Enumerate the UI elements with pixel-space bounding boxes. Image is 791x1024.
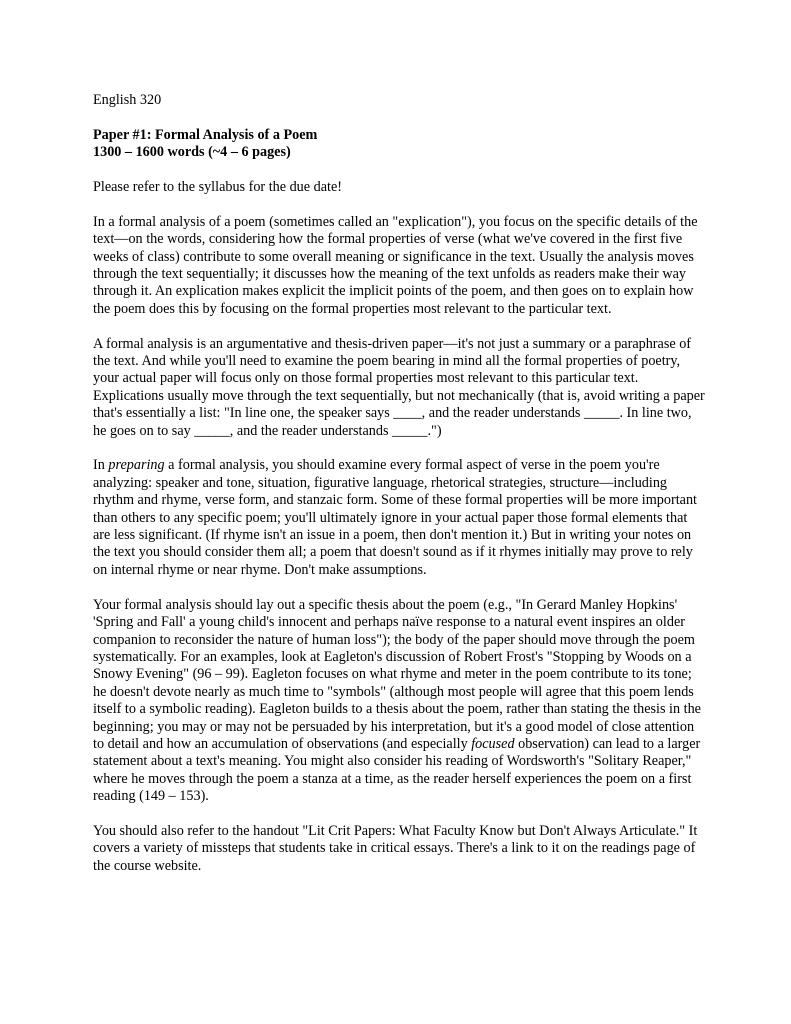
paragraph-preparing-after: a formal analysis, you should examine every formal aspect of verse in the poem you're analyzing: speaker and tone, situation, figurative language, rhetorical strategies, structure—including rhythm and rhyme, verse form, and stanzaic form. Some of these formal properties will be more important than others to any specific poem; you'll ultimately ignore in your actual paper those formal elements that are less significant. (If rhyme isn't an issue in a poem, then don't mention it.) But in writing your notes on the text you should consider them all; a poem that doesn't sound as if it rhymes initially may prove to rely on internal rhyme or near rhyme. Don't make assumptions. [93, 457, 697, 578]
due-date-note: Please refer to the syllabus for the due date! [93, 179, 342, 195]
assignment-heading [93, 127, 705, 162]
emphasis-preparing: preparing [108, 457, 165, 474]
paragraph-handout: You should also refer to the handout "Lit Crit Papers: What Faculty Know but Don't Always Articulate." It covers a variety of missteps that students take in critical essays. There's a link to it on the readings page of the course website. [93, 822, 698, 874]
paragraph-thesis-before: Your formal analysis should lay out a specific thesis about the poem (e.g., "In Gerard Manley Hopkins' 'Spring and Fall' a young child's innocent and perhaps naïve response to a natural event inspires an older companion to reconsider the nature of human loss"); the body of the paper should move through the poem systematically. For an examples, look at Eagleton's discussion of Robert Frost's "Stopping by Woods on a Snowy Evening" (96 – 99). Eagleton focuses on what rhyme and meter in the poem contribute to its tone; he doesn't devote nearly as much time to "symbols" (although most people will agree that this poem lends itself to a symbolic reading). Eagleton builds to a thesis about the poem, rather than stating the thesis in the beginning; you may or may not be persuaded by his interpretation, but it's a good model of close attention to detail and how an accumulation of observations (and especially [93, 596, 701, 752]
paragraph-preparing [93, 457, 705, 579]
emphasis-focused: focused [471, 735, 515, 752]
paragraph-preparing-before: In [93, 457, 109, 474]
paragraph-thesis [93, 597, 705, 806]
paragraph-thesis-after: observation) can lead to a larger statement about a text's meaning. You might also consider his reading of Wordsworth's "Solitary Reaper," where he moves through the poem a stanza at a time, as the reader herself experiences the poem on a first reading (149 – 153). [93, 735, 701, 805]
assignment-title: Paper #1: Formal Analysis of a Poem [93, 126, 318, 143]
assignment-length: 1300 – 1600 words (~4 – 6 pages) [93, 144, 291, 161]
paragraph-explication: In a formal analysis of a poem (sometimes called an "explication"), you focus on the specific details of the text—on the words, considering how the formal properties of verse (what we've covered in the first five weeks of class) contribute to some overall meaning or significance in the text. Usually the analysis moves through the text sequentially; it discusses how the meaning of the text unfolds as readers make their way through it. An explication makes explicit the implicit points of the poem, and then goes on to explain how the poem does this by focusing on the formal properties most relevant to the particular text. [93, 213, 698, 317]
course-name: English 320 [93, 92, 162, 108]
paragraph-argumentative: A formal analysis is an argumentative and thesis-driven paper—it's not just a summary or a paraphrase of the text. And while you'll need to examine the poem bearing in mind all the formal properties of poetry, your actual paper will focus only on those formal properties most relevant to this particular text. Explications usually move through the text sequentially, but not mechanically (that is, avoid writing a paper that's essentially a list: "In line one, the speaker says ____, and the reader understands _____. In line two, he goes on to say _____, and the reader understands _____.") [93, 335, 705, 439]
document-page [93, 92, 705, 893]
